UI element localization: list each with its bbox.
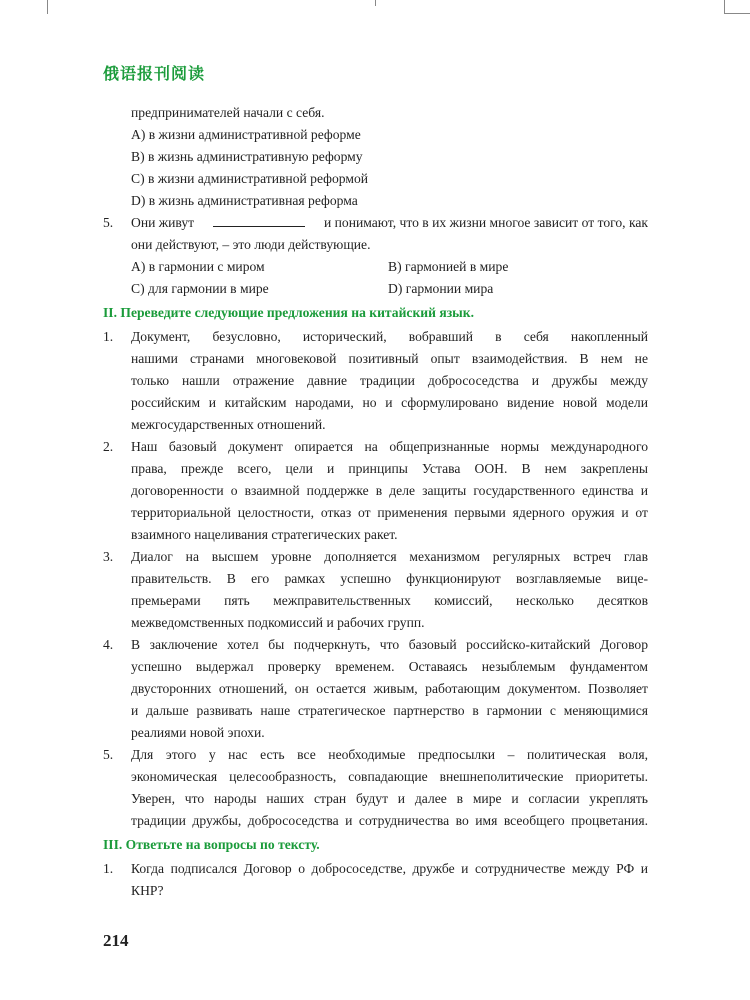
q5-number: 5. (103, 215, 114, 230)
s2-item-3-line: межведомственных подкомиссий и рабочих групп. (131, 615, 425, 630)
s2-item-5-number: 5. (103, 747, 114, 762)
s2-item-3-line: премьерами пять межправительственных комиссий, несколько десятков (131, 593, 648, 608)
s3-item-1-line: КНР? (131, 883, 164, 898)
s2-item-4-line: и дальше развивать наше стратегическое партнерство в гармонии с меняющимися (131, 703, 648, 718)
page-number: 214 (103, 931, 129, 950)
crop-mark-top-center (375, 0, 376, 6)
q5-option-a: A) в гармонии с миром (131, 259, 265, 274)
q5-line2: они действуют, – это люди действующие. (131, 237, 371, 252)
s2-item-2-line: взаимного нацеливания стратегических ракет. (131, 527, 398, 542)
s2-item-4-line: реалиями новой эпохи. (131, 725, 265, 740)
section-3-heading: III. Ответьте на вопросы по тексту. (103, 837, 320, 852)
book-title-header: 俄语报刊阅读 (103, 64, 206, 83)
s2-item-1-line: российским и китайским народами, но и сформулировано видение новой модели (131, 395, 648, 410)
crop-mark-top-left (47, 0, 48, 14)
q4-option-a: A) в жизни административной реформе (131, 127, 361, 142)
q4-option-c: C) в жизни административной реформой (131, 171, 369, 186)
s2-item-1-line: межгосударственных отношений. (131, 417, 326, 432)
crop-mark-top-right-h (724, 13, 750, 14)
s2-item-5-line: Уверен, что народы наших стран будут и далее в мире и согласии укреплять (131, 791, 648, 806)
s2-item-2-line: права, прежде всего, цели и принципы Устава ООН. В нем закреплены (131, 461, 648, 476)
s2-item-3-line: Диалог на высшем уровне дополняется механизмом регулярных встреч глав (131, 549, 648, 564)
s2-item-3-number: 3. (103, 549, 114, 564)
q4-option-b: B) в жизнь административную реформу (131, 149, 363, 164)
q4-option-d: D) в жизнь административная реформа (131, 193, 358, 208)
q5-option-c: C) для гармонии в мире (131, 281, 269, 296)
q5-text-after: и понимают, что в их жизни многое зависит от того, как (323, 215, 648, 230)
s2-item-4-line: успешно выдержал проверку временем. Оставаясь незыблемым фундаментом (131, 659, 648, 674)
s3-item-1-number: 1. (103, 861, 114, 876)
s2-item-4-number: 4. (103, 637, 114, 652)
s2-item-4-line: двусторонних отношений, он остается живым, работающим документом. Позволяет (131, 681, 648, 696)
s2-item-3-line: правительств. В его рамках успешно функционируют возглавляемые вице- (131, 571, 648, 586)
s2-item-1-line: нашими странами многовековой позитивный опыт взаимодействия. В нем не (131, 351, 648, 366)
q5-answer-blank[interactable] (213, 214, 305, 227)
s2-item-2-line: договоренности о взаимной поддержке в деле защиты государственного единства и (131, 483, 648, 498)
s2-item-2-number: 2. (103, 439, 114, 454)
s2-item-1-line: Документ, безусловно, исторический, вобравший в себя накопленный (131, 329, 648, 344)
continuation-line: предпринимателей начали с себя. (131, 105, 325, 120)
s2-item-5-line: Для этого у нас есть все необходимые предпосылки – политическая воля, (131, 747, 648, 762)
q5-text-before: Они живут (131, 215, 195, 230)
s2-item-5-line: экономическая целесообразность, совпадающие внешнеполитические приоритеты. (131, 769, 648, 784)
q5-option-b: B) гармонией в мире (388, 259, 509, 274)
crop-mark-top-right (724, 0, 725, 14)
s2-item-4-line: В заключение хотел бы подчеркнуть, что базовый российско-китайский Договор (131, 637, 648, 652)
s3-item-1-line: Когда подписался Договор о добрососедстве, дружбе и сотрудничестве между РФ и (131, 861, 648, 876)
s2-item-2-line: Наш базовый документ опирается на общепризнанные нормы международного (131, 439, 648, 454)
q5-option-d: D) гармонии мира (388, 281, 494, 296)
s2-item-1-line: только нашли отражение давние традиции добрососедства и дружбы между (131, 373, 648, 388)
q5-line1 (131, 214, 648, 232)
s2-item-2-line: территориальной целостности, отказ от применения первыми ядерного оружия и от (131, 505, 648, 520)
section-2-heading: II. Переведите следующие предложения на китайский язык. (103, 305, 475, 320)
s2-item-1-number: 1. (103, 329, 114, 344)
s2-item-5-line: традиции дружбы, добрососедства и сотрудничества во имя всеобщего процветания. (131, 813, 648, 828)
